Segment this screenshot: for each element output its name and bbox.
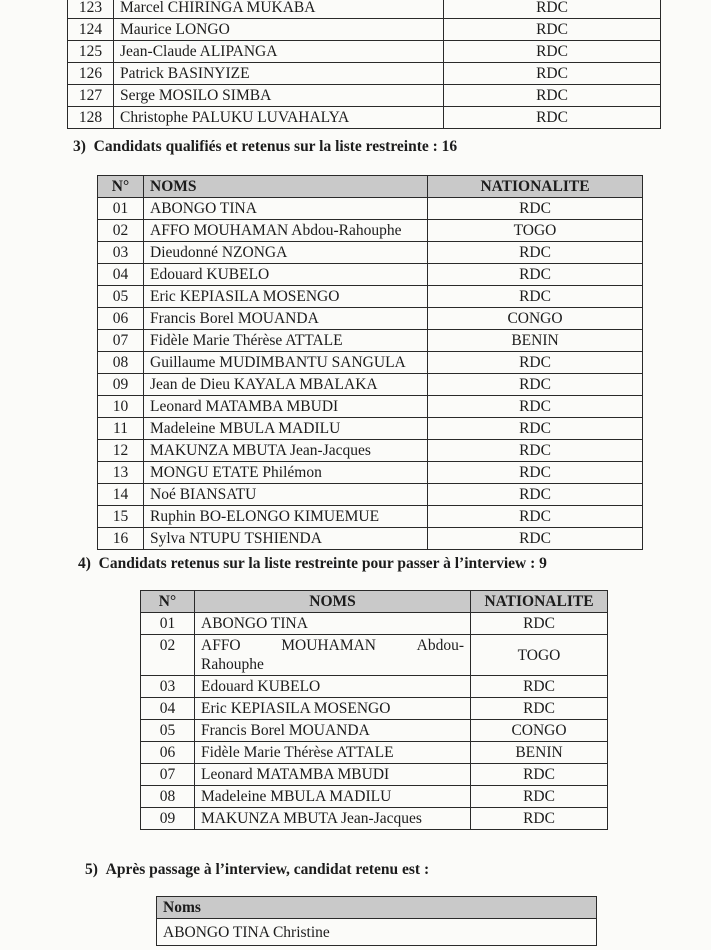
- table-row: [157, 919, 597, 946]
- table-row: [141, 698, 608, 720]
- row-nationality: RDC: [428, 396, 643, 418]
- table-row: [98, 484, 643, 506]
- row-nationality: RDC: [428, 462, 643, 484]
- row-number: 09: [98, 374, 144, 396]
- table-row: [98, 374, 643, 396]
- row-name: ABONGO TINA: [144, 198, 428, 220]
- row-name: ABONGO TINA: [195, 613, 471, 635]
- row-number: 06: [98, 308, 144, 330]
- row-name: Marcel CHIRINGA MUKABA: [114, 0, 444, 19]
- row-nationality: RDC: [428, 352, 643, 374]
- row-nationality: RDC: [444, 85, 661, 107]
- row-number: 10: [98, 396, 144, 418]
- section-5-heading: 5) Après passage à l’interview, candidat retenu est :: [85, 861, 430, 878]
- row-nationality: RDC: [471, 786, 608, 808]
- row-name-part: Rahouphe: [201, 656, 264, 673]
- row-nationality: TOGO: [471, 635, 608, 676]
- table-header-row: [141, 591, 608, 613]
- table-row: [98, 330, 643, 352]
- row-name: Eric KEPIASILA MOSENGO: [195, 698, 471, 720]
- row-nationality: BENIN: [428, 330, 643, 352]
- row-nationality: RDC: [428, 264, 643, 286]
- row-nationality: RDC: [428, 374, 643, 396]
- col-header-number: N°: [141, 591, 195, 613]
- table-row: [98, 462, 643, 484]
- row-nationality: RDC: [428, 484, 643, 506]
- row-name: Francis Borel MOUANDA: [195, 720, 471, 742]
- row-number: 01: [141, 613, 195, 635]
- row-number: 12: [98, 440, 144, 462]
- row-name: MAKUNZA MBUTA Jean-Jacques: [144, 440, 428, 462]
- row-nationality: RDC: [428, 286, 643, 308]
- row-name: Dieudonné NZONGA: [144, 242, 428, 264]
- row-nationality: RDC: [471, 676, 608, 698]
- row-name: Guillaume MUDIMBANTU SANGULA: [144, 352, 428, 374]
- row-number: 15: [98, 506, 144, 528]
- row-number: 11: [98, 418, 144, 440]
- row-number: 126: [68, 63, 114, 85]
- row-nationality: RDC: [471, 764, 608, 786]
- row-nationality: RDC: [444, 0, 661, 19]
- row-name: Leonard MATAMBA MBUDI: [195, 764, 471, 786]
- row-name: AFFO MOUHAMAN Abdou-Rahouphe: [144, 220, 428, 242]
- row-number: 128: [68, 107, 114, 129]
- row-number: 02: [141, 635, 195, 676]
- row-name: Jean de Dieu KAYALA MBALAKA: [144, 374, 428, 396]
- row-nationality: RDC: [428, 418, 643, 440]
- row-name: Jean-Claude ALIPANGA: [114, 41, 444, 63]
- row-nationality: RDC: [428, 242, 643, 264]
- table-row: [98, 242, 643, 264]
- row-name: [195, 635, 471, 676]
- row-number: 05: [98, 286, 144, 308]
- row-number: 07: [141, 764, 195, 786]
- row-nationality: CONGO: [471, 720, 608, 742]
- row-nationality: RDC: [444, 63, 661, 85]
- row-number: 03: [141, 676, 195, 698]
- row-name: MAKUNZA MBUTA Jean-Jacques: [195, 808, 471, 830]
- row-name: Francis Borel MOUANDA: [144, 308, 428, 330]
- table-row: [98, 286, 643, 308]
- table-header-row: [157, 897, 597, 919]
- table-row: [98, 440, 643, 462]
- row-name: Fidèle Marie Thérèse ATTALE: [195, 742, 471, 764]
- row-name: Serge MOSILO SIMBA: [114, 85, 444, 107]
- table-row: [68, 63, 661, 85]
- table-row: [141, 676, 608, 698]
- row-name: Madeleine MBULA MADILU: [144, 418, 428, 440]
- table-row: [98, 198, 643, 220]
- col-header-nationality: NATIONALITE: [428, 176, 643, 198]
- row-name: Edouard KUBELO: [195, 676, 471, 698]
- row-number: 02: [98, 220, 144, 242]
- row-name-part: MOUHAMAN: [281, 637, 376, 654]
- col-header-nationality: NATIONALITE: [471, 591, 608, 613]
- row-name-part: AFFO: [201, 637, 241, 654]
- row-name: Christophe PALUKU LUVAHALYA: [114, 107, 444, 129]
- interview-table: [140, 590, 608, 830]
- table-row: [68, 19, 661, 41]
- row-number: 06: [141, 742, 195, 764]
- table-row: [98, 352, 643, 374]
- row-nationality: RDC: [428, 528, 643, 550]
- row-nationality: RDC: [444, 107, 661, 129]
- row-name-part: Abdou-: [416, 637, 464, 654]
- row-number: 01: [98, 198, 144, 220]
- row-nationality: TOGO: [428, 220, 643, 242]
- row-nationality: RDC: [428, 506, 643, 528]
- table-row: [68, 85, 661, 107]
- row-nationality: RDC: [444, 19, 661, 41]
- row-name: Leonard MATAMBA MBUDI: [144, 396, 428, 418]
- top-candidates-table: [67, 0, 661, 129]
- row-number: 124: [68, 19, 114, 41]
- row-number: 125: [68, 41, 114, 63]
- col-header-names: Noms: [157, 897, 597, 919]
- row-nationality: RDC: [471, 613, 608, 635]
- row-nationality: RDC: [471, 808, 608, 830]
- table-header-row: [98, 176, 643, 198]
- row-nationality: CONGO: [428, 308, 643, 330]
- row-nationality: RDC: [428, 440, 643, 462]
- row-number: 08: [141, 786, 195, 808]
- row-name: Sylva NTUPU TSHIENDA: [144, 528, 428, 550]
- row-number: 09: [141, 808, 195, 830]
- row-number: 07: [98, 330, 144, 352]
- row-name: Eric KEPIASILA MOSENGO: [144, 286, 428, 308]
- row-number: 14: [98, 484, 144, 506]
- table-row: [98, 528, 643, 550]
- row-nationality: BENIN: [471, 742, 608, 764]
- row-nationality: RDC: [471, 698, 608, 720]
- table-row: [141, 786, 608, 808]
- table-row: [141, 742, 608, 764]
- row-number: 123: [68, 0, 114, 19]
- table-row: [141, 808, 608, 830]
- row-name: Madeleine MBULA MADILU: [195, 786, 471, 808]
- row-nationality: RDC: [444, 41, 661, 63]
- section-3-heading: 3) Candidats qualifiés et retenus sur la liste restreinte : 16: [73, 138, 458, 155]
- col-header-number: N°: [98, 176, 144, 198]
- table-row: [141, 764, 608, 786]
- table-row: [98, 308, 643, 330]
- row-number: 13: [98, 462, 144, 484]
- row-number: 127: [68, 85, 114, 107]
- table-row: [141, 635, 608, 676]
- row-nationality: RDC: [428, 198, 643, 220]
- row-number: 04: [98, 264, 144, 286]
- row-number: 16: [98, 528, 144, 550]
- row-name: MONGU ETATE Philémon: [144, 462, 428, 484]
- table-row: [98, 264, 643, 286]
- row-name: Edouard KUBELO: [144, 264, 428, 286]
- row-number: 04: [141, 698, 195, 720]
- selected-candidate-table: [156, 896, 597, 946]
- table-row: [98, 396, 643, 418]
- row-name: Patrick BASINYIZE: [114, 63, 444, 85]
- row-name: Ruphin BO-ELONGO KIMUEMUE: [144, 506, 428, 528]
- table-row: [141, 613, 608, 635]
- row-number: 03: [98, 242, 144, 264]
- col-header-names: NOMS: [144, 176, 428, 198]
- table-row: [98, 418, 643, 440]
- row-number: 08: [98, 352, 144, 374]
- table-row: [98, 506, 643, 528]
- table-row: [68, 107, 661, 129]
- row-name: Noé BIANSATU: [144, 484, 428, 506]
- table-row: [68, 0, 661, 19]
- row-number: 05: [141, 720, 195, 742]
- table-row: [68, 41, 661, 63]
- row-name: Maurice LONGO: [114, 19, 444, 41]
- section-4-heading: 4) Candidats retenus sur la liste restreinte pour passer à l’interview : 9: [78, 555, 547, 572]
- shortlist-table: [97, 175, 643, 550]
- row-name: Fidèle Marie Thérèse ATTALE: [144, 330, 428, 352]
- table-row: [141, 720, 608, 742]
- selected-candidate-name: ABONGO TINA Christine: [157, 919, 597, 946]
- table-row: [98, 220, 643, 242]
- col-header-names: NOMS: [195, 591, 471, 613]
